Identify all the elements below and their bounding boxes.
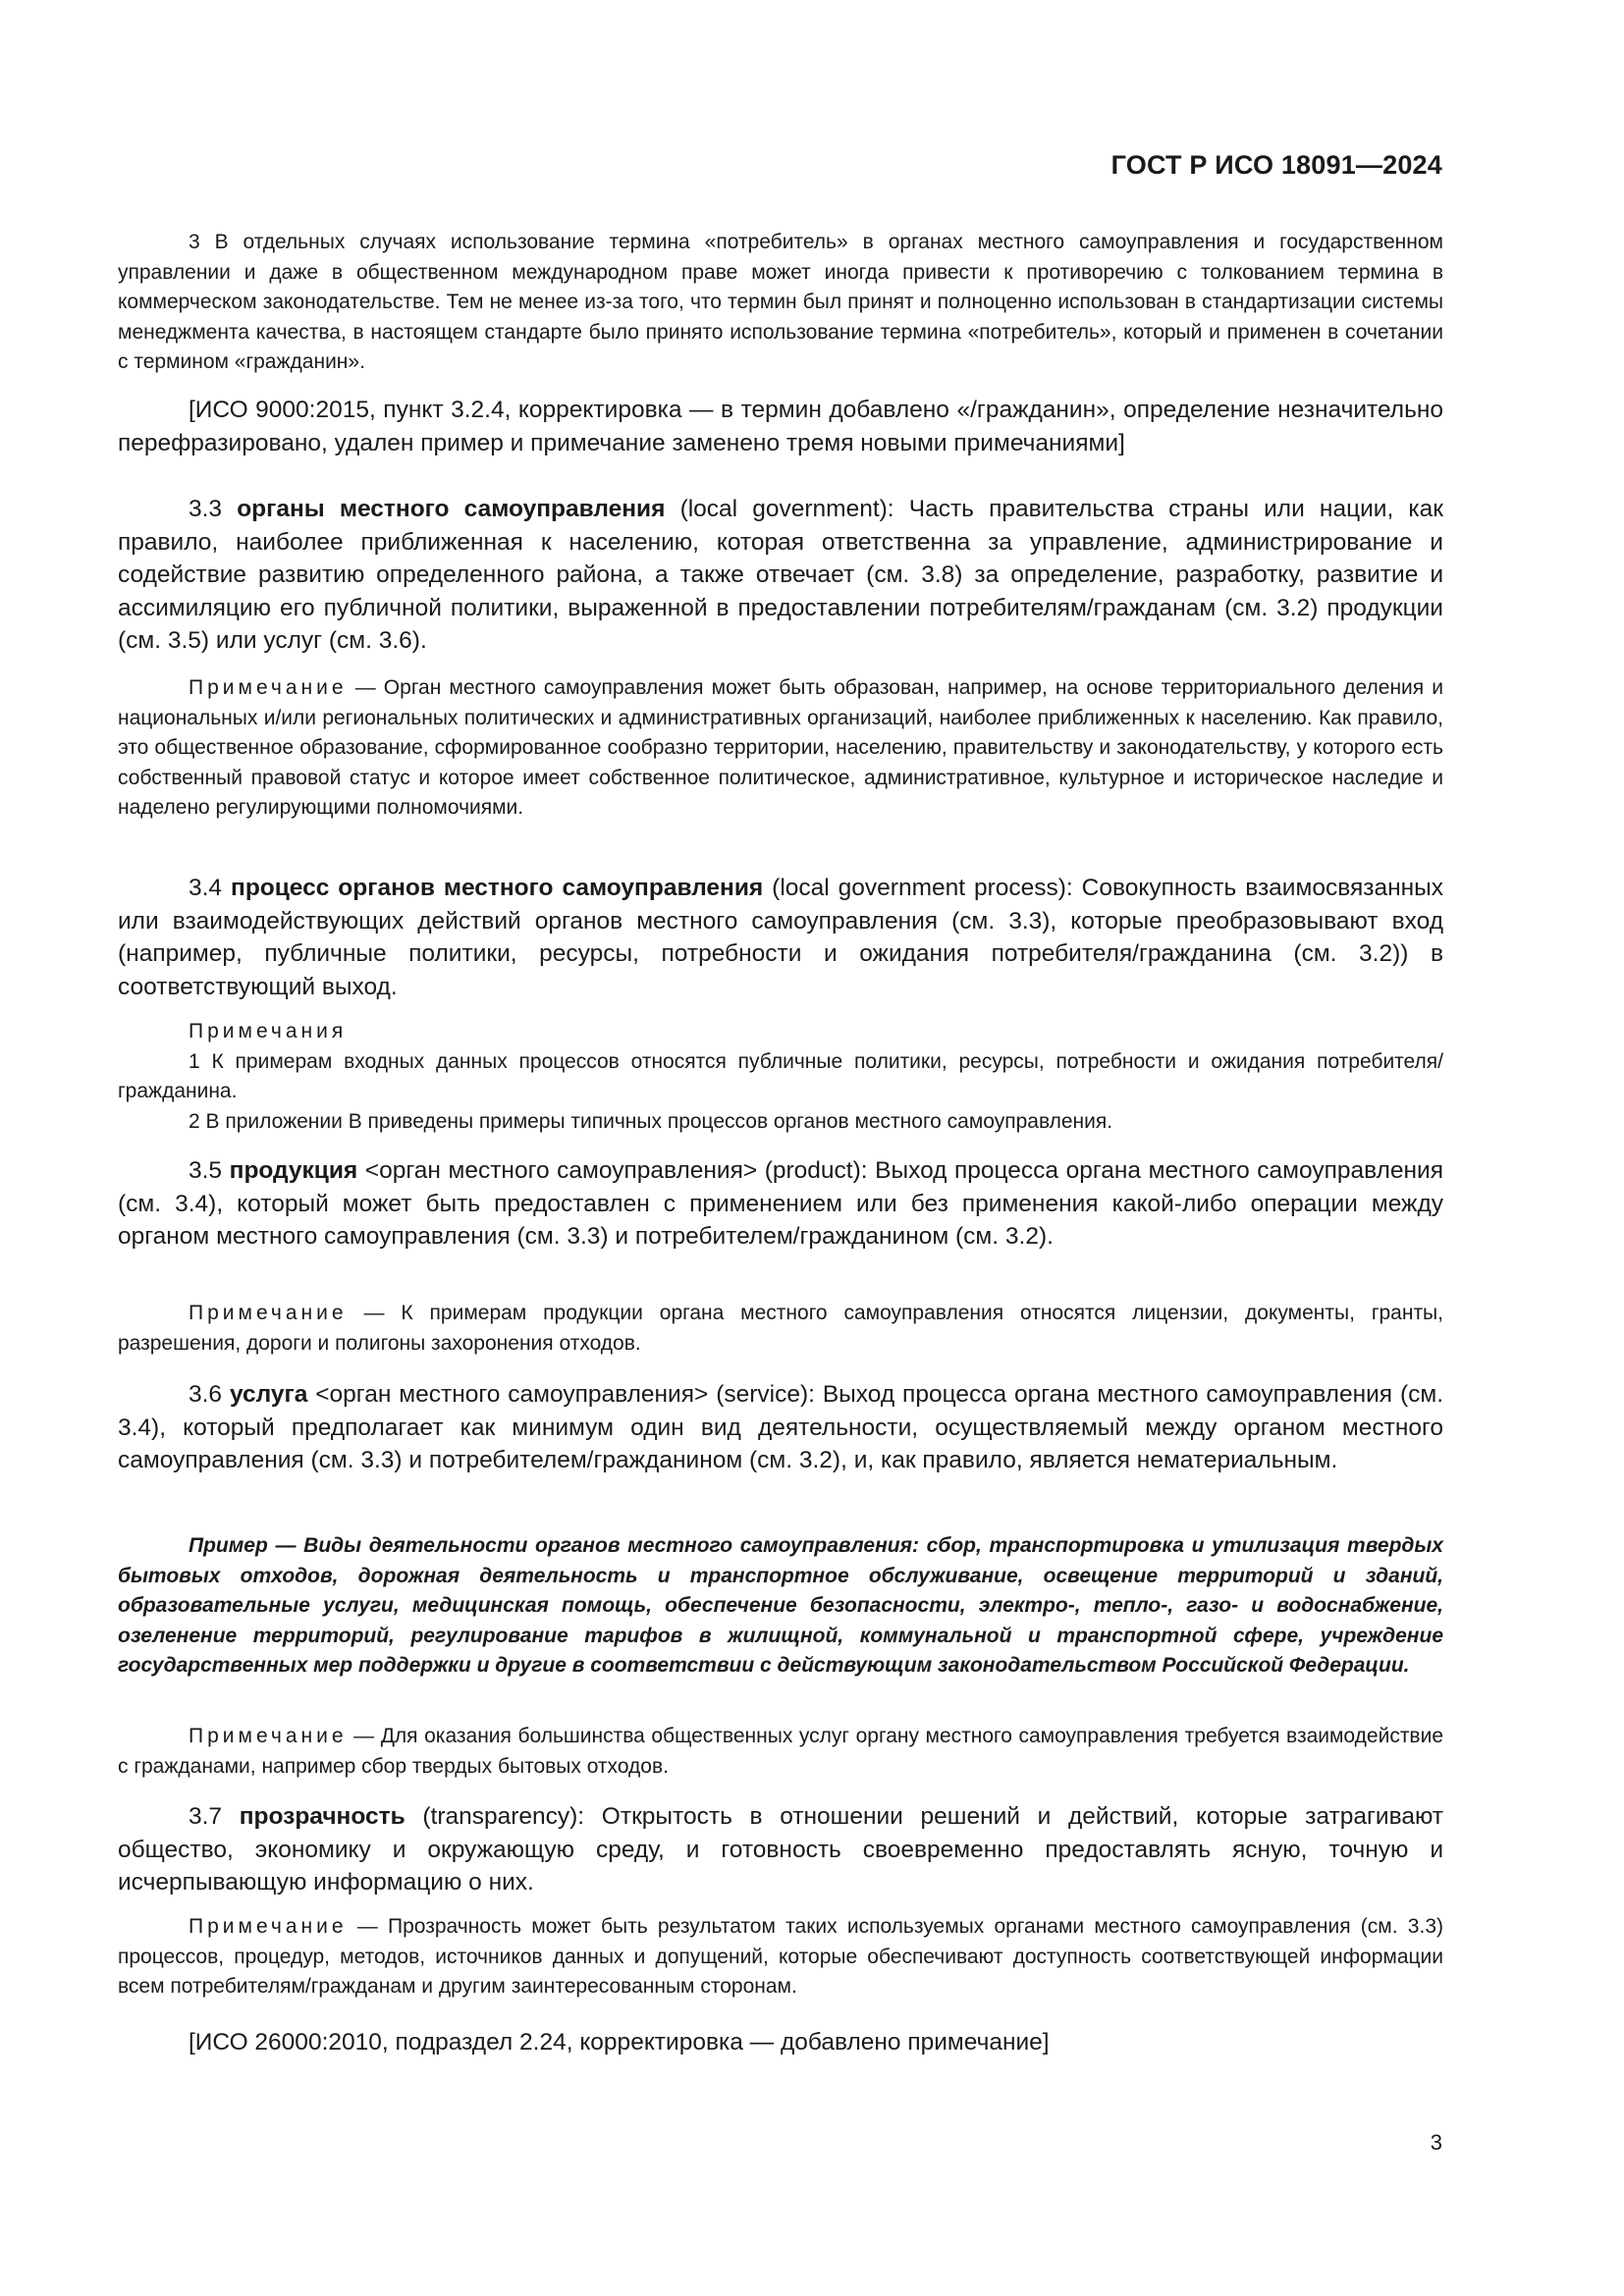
note-3-5 <box>118 1299 1443 1359</box>
term-number: 3.5 <box>189 1157 223 1184</box>
example-text: Пример — Виды деятельности органов местного самоуправления: сбор, транспортировка и утилизация твердых бытовых отходов, дорожная деятельность и транспортное обслуживание, освещение территорий и зданий, образовательные услуги, медицинская помощь, обеспечение безопасности, электро-, тепло-, газо- и водоснабжение, озеленение территорий, регулирование тарифов в жилищной, коммунальной и транспортной сфере, учреждение государственных мер поддержки и другие в соответствии с действующим законодательством Российской Федерации. <box>118 1534 1443 1677</box>
note-3-3 <box>118 673 1443 824</box>
term-definition: (local government): Часть правительства страны или нации, как правило, наиболее приближенная к населению, которая ответственна за управление, администрирование и содействие развитию определенного района, а также отвечает (см. 3.8) за определение, разработку, развитие и ассимиляцию его публичной политики, выраженной в предоставлении потребителям/гражданам (см. 3.2) продукции (см. 3.5) или услуг (см. 3.6). <box>118 496 1444 654</box>
reference-iso-9000 <box>118 394 1443 459</box>
term-3-3 <box>118 493 1443 658</box>
term-definition: <орган местного самоуправления> (service): Выход процесса органа местного самоуправления (см. 3.4), который предполагает как минимум один вид деятельности, осуществляемый между органом местного самоуправления (см. 3.3) и потребителем/гражданином (см. 3.2), и, как правило, является нематериальным. <box>118 1381 1444 1473</box>
term-3-4 <box>118 872 1443 1003</box>
reference-iso-26000-text: [ИСО 26000:2010, подраздел 2.24, корректировка — добавлено примечание] <box>189 2029 1050 2056</box>
notes-label: Примечания <box>189 1020 348 1042</box>
term-title: продукция <box>229 1157 358 1184</box>
note-label: Примечание <box>189 676 348 699</box>
note-3-6 <box>118 1722 1443 1782</box>
page-number: 3 <box>1430 2130 1442 2155</box>
term-title: прозрачность <box>239 1803 406 1830</box>
term-number: 3.4 <box>189 875 223 901</box>
notes-item-1: 1 К примерам входных данных процессов относятся публичные политики, ресурсы, потребности и ожидания потребителя/гражданина. <box>118 1049 1443 1102</box>
term-3-5 <box>118 1154 1443 1254</box>
term-title: органы местного самоуправления <box>237 496 666 522</box>
note-text: — Для оказания большинства общественных услуг органу местного самоуправления требуется взаимодействие с гражданами, например сбор твердых бытовых отходов. <box>118 1725 1443 1778</box>
note-3-text: 3 В отдельных случаях использование термина «потребитель» в органах местного самоуправления и государственном управлении и даже в общественном международном праве может иногда привести к противоречию с толкованием термина в коммерческом законодательстве. Тем не менее из-за того, что термин был принят и полноценно использован в стандартизации системы менеджмента качества, в настоящем стандарте было принято использование термина «потребитель», который и применен в сочетании с термином «гражданин». <box>118 231 1443 373</box>
term-title: услуга <box>229 1381 308 1408</box>
note-3-7 <box>118 1912 1443 2002</box>
term-number: 3.6 <box>189 1381 223 1408</box>
reference-iso-26000 <box>118 2026 1443 2059</box>
reference-iso-9000-text: [ИСО 9000:2015, пункт 3.2.4, корректировка — в термин добавлено «/гражданин», определение незначительно перефразировано, удален пример и примечание заменено тремя новыми примечаниями] <box>118 397 1443 456</box>
notes-3-4 <box>118 1017 1443 1137</box>
note-label: Примечание <box>189 1725 348 1747</box>
notes-item-2: 2 В приложении В приведены примеры типичных процессов органов местного самоуправления. <box>189 1109 1113 1133</box>
note-text: — Орган местного самоуправления может быть образован, например, на основе территориального деления и национальных и/или региональных политических и административных организаций, наиболее приближенных к населению. Как правило, это общественное образование, сформированное сообразно территории, населению, правительству и законодательству, у которого есть собственный правовой статус и которое имеет собственное политическое, административное, культурное и историческое наследие и наделено регулирующими полномочиями. <box>118 676 1443 819</box>
term-definition: (local government process): Совокупность взаимосвязанных или взаимодействующих действий органов местного самоуправления (см. 3.3), которые преобразовывают вход (например, публичные политики, ресурсы, потребности и ожидания потребителя/гражданина (см. 3.2)) в соответствующий выход. <box>118 875 1444 1000</box>
note-text: — Прозрачность может быть результатом таких используемых органами местного самоуправления (см. 3.3) процессов, процедур, методов, источников данных и допущений, которые обеспечивают доступность соответствующей информации всем потребителям/гражданам и другим заинтересованным сторонам. <box>118 1915 1443 1998</box>
standard-header: ГОСТ Р ИСО 18091—2024 <box>1110 150 1442 180</box>
example-3-6 <box>118 1531 1443 1682</box>
term-number: 3.3 <box>189 496 223 522</box>
term-3-7 <box>118 1800 1443 1899</box>
term-number: 3.7 <box>189 1803 223 1830</box>
term-title: процесс органов местного самоуправления <box>231 875 764 901</box>
term-3-6 <box>118 1378 1443 1477</box>
term-definition: (transparency): Открытость в отношении решений и действий, которые затрагивают общество, экономику и окружающую среду, и готовность своевременно предоставлять ясную, точную и исчерпывающую информацию о них. <box>118 1803 1443 1896</box>
note-3 <box>118 228 1443 378</box>
note-label: Примечание <box>189 1302 348 1324</box>
term-definition: <орган местного самоуправления> (product): Выход процесса органа местного самоуправления (см. 3.4), который может быть предоставлен с применением или без применения какой-либо операции между органом местного самоуправления (см. 3.3) и потребителем/гражданином (см. 3.2). <box>118 1157 1444 1250</box>
note-text: — К примерам продукции органа местного самоуправления относятся лицензии, документы, гранты, разрешения, дороги и полигоны захоронения отходов. <box>118 1302 1443 1355</box>
note-label: Примечание <box>189 1915 348 1938</box>
